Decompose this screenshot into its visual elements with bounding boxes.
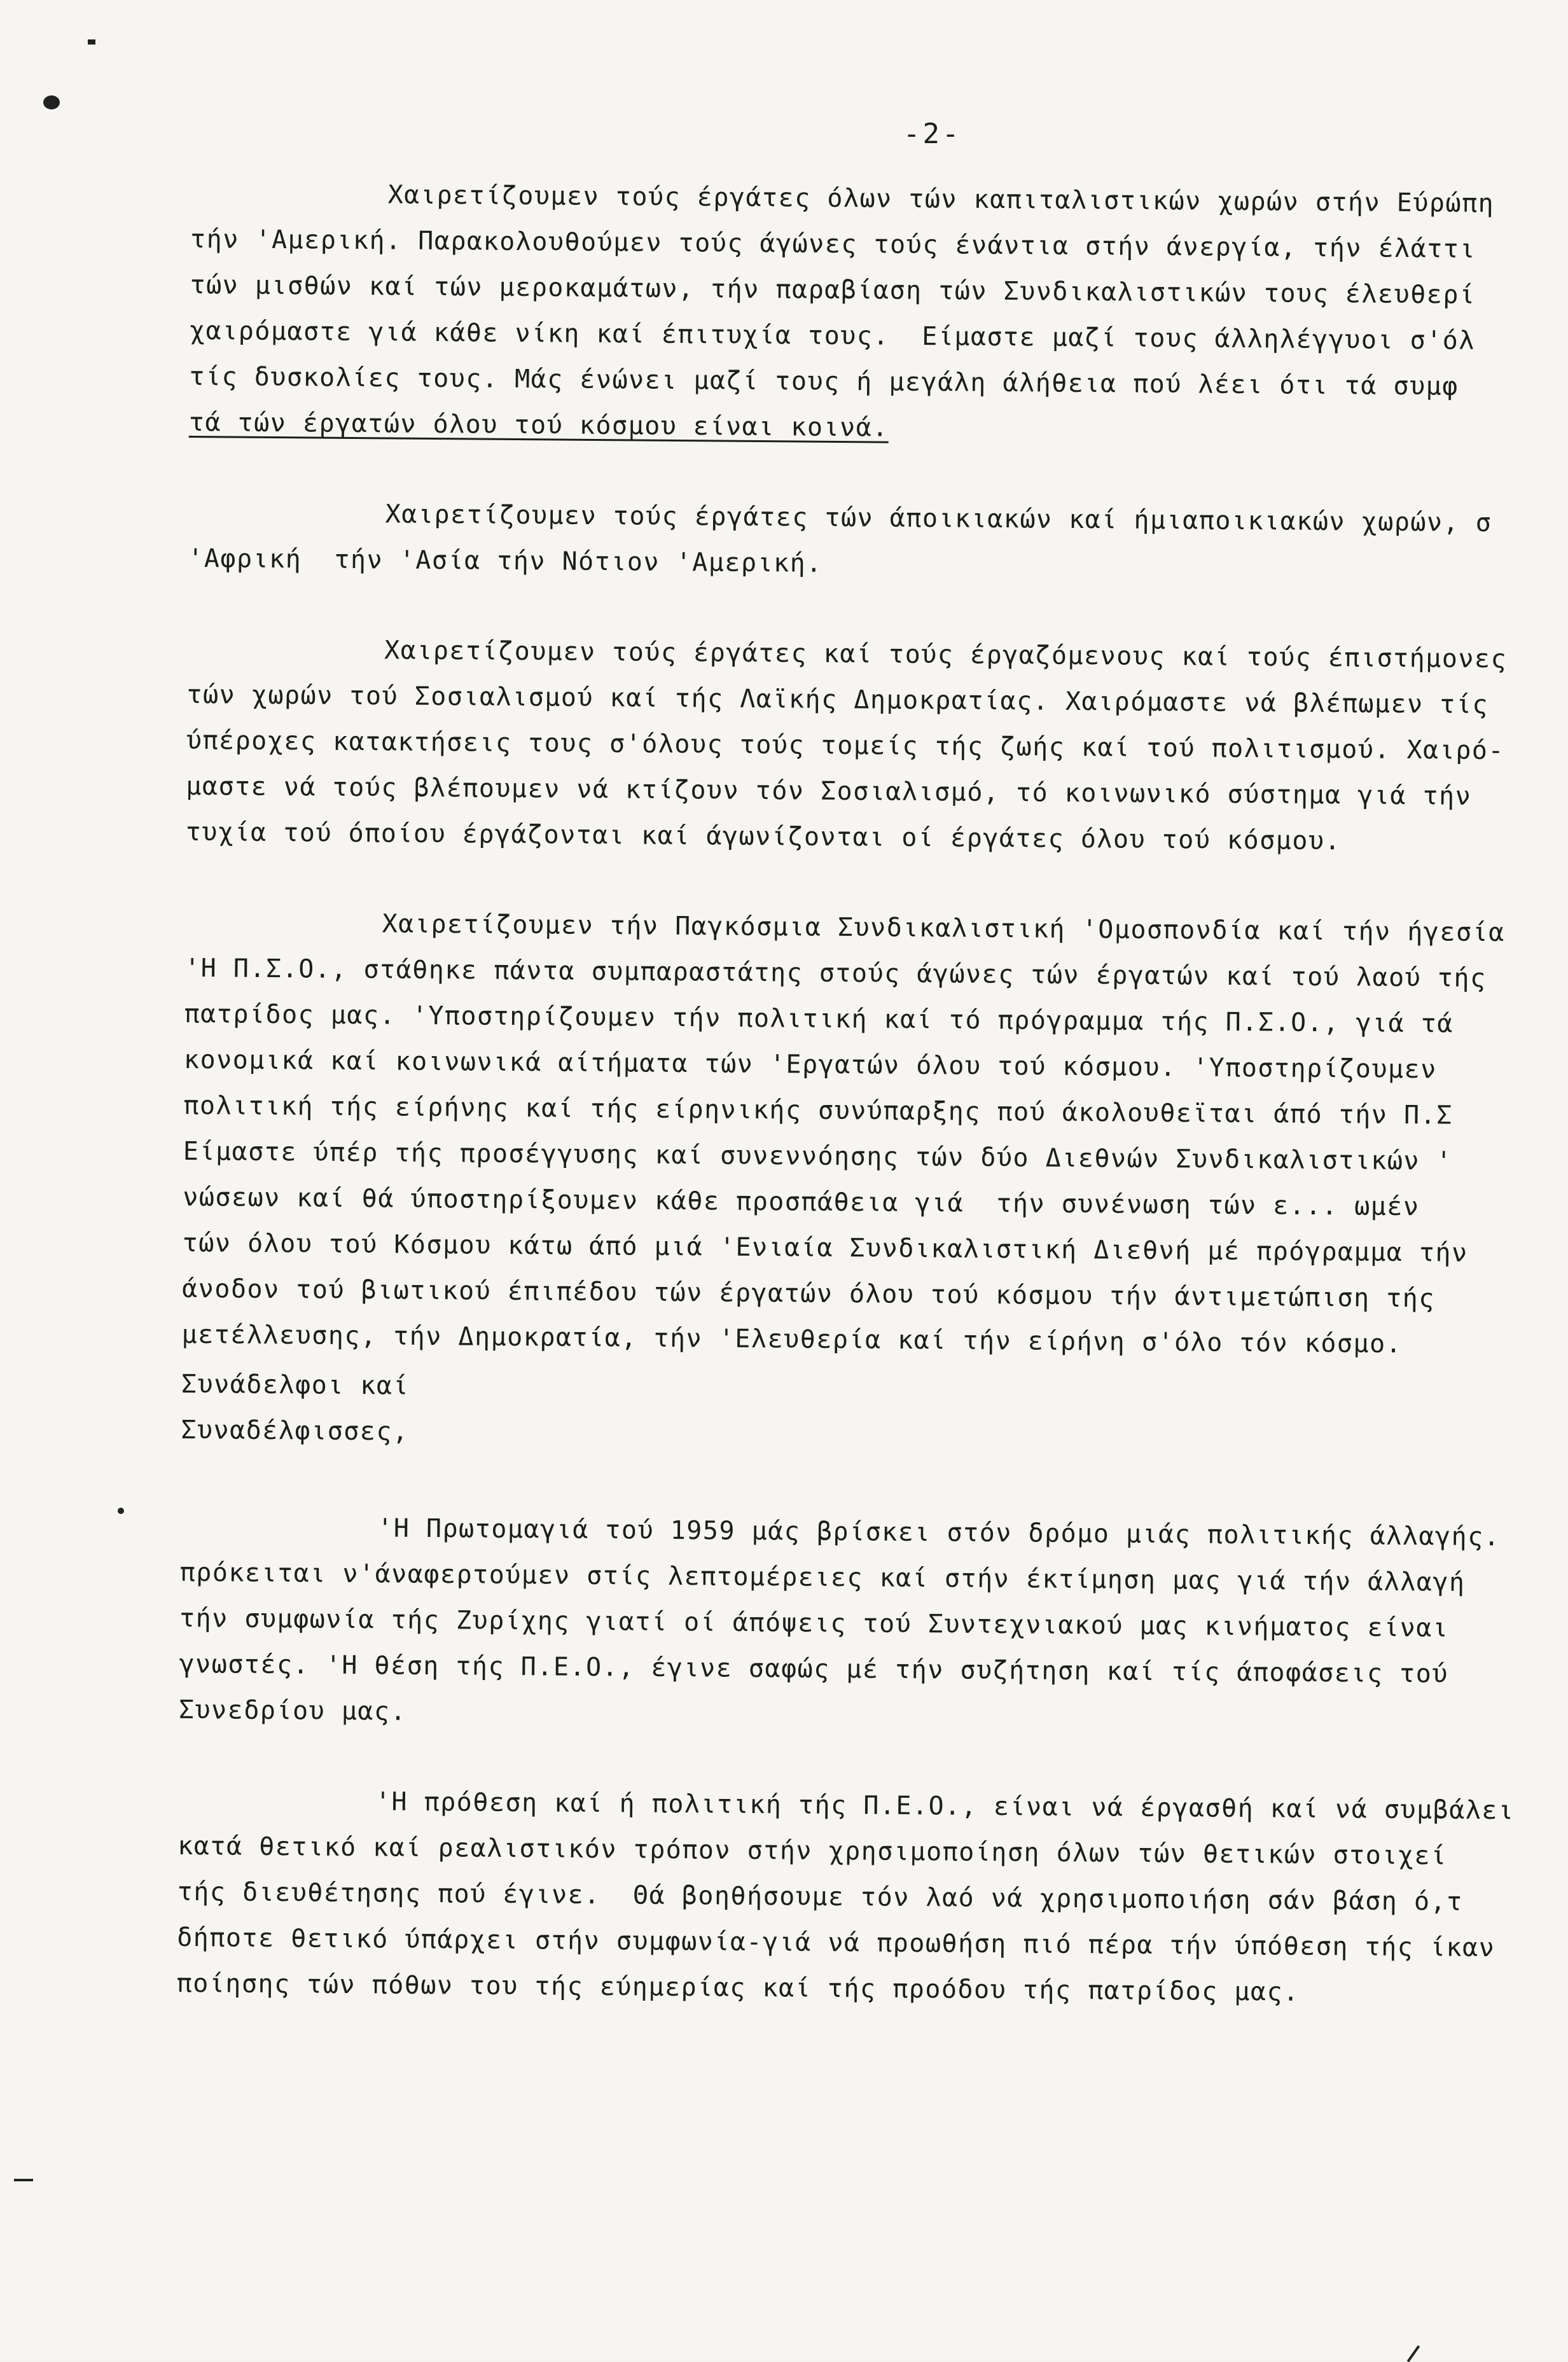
ink-dot-left-margin bbox=[118, 1508, 124, 1514]
underlined-text-line: τά τών έργατών όλου τού κόσμου είναι κοινά. bbox=[188, 407, 889, 443]
text-line: νώσεων καί θά ύποστηρίξουμεν κάθε προσπάθεια γιά τήν συνένωση τών ε... ωμέν bbox=[183, 1182, 1420, 1222]
salutation bbox=[181, 1361, 1530, 1464]
text-line: τήν συμφωνία τής Ζυρίχης γιατί οί άπόψεις τού Συντεχνιακού μας κινήματος είναι bbox=[179, 1603, 1449, 1643]
text-line: ποίησης τών πόθων του τής εύημερίας καί τής προόδου τής πατρίδος μας. bbox=[176, 1968, 1300, 2007]
paragraph-6 bbox=[176, 1777, 1527, 2017]
text-line: τήν 'Αμερική. Παρακολουθούμεν τούς άγώνες τούς ένάντια στήν άνεργία, τήν έλάττι bbox=[190, 224, 1476, 264]
text-line: 'Η Πρωτομαγιά τού 1959 μάς βρίσκει στόν δρόμο μιάς πολιτικής άλλαγής. bbox=[377, 1513, 1501, 1552]
text-line: Είμαστε ύπέρ τής προσέγγυσης καί συνεννόησης τών δύο Διεθνών Συνδικαλιστικών ' bbox=[183, 1136, 1453, 1176]
text-line: δήποτε θετικό ύπάρχει στήν συμφωνία-γιά νά προωθήση πιό πέρα τήν ύπόθεση τής ίκαν bbox=[177, 1922, 1495, 1963]
text-line: τίς δυσκολίες τους. Μάς ένώνει μαζί τους ή μεγάλη άλήθεια πού λέει ότι τά συμφ bbox=[189, 361, 1459, 401]
ink-dash-left-margin bbox=[14, 2179, 33, 2181]
paragraph-2 bbox=[188, 490, 1537, 592]
text-line: τών όλου τού Κόσμου κάτω άπό μιά 'Ενιαία Συνδικαλιστική Διεθνή μέ πρόγραμμα τήν bbox=[182, 1228, 1468, 1268]
text-line: κονομικά καί κοινωνικά αίτήματα τών 'Εργατών όλου τού κόσμου. 'Υποστηρίζουμεν bbox=[183, 1045, 1437, 1085]
text-line: πρόκειται ν'άναφερτούμεν στίς λεπτομέρειες καί στήν έκτίμηση μας γιά τήν άλλαγή bbox=[179, 1557, 1466, 1597]
text-line: Χαιρετίζουμεν τήν Παγκόσμια Συνδικαλιστική 'Ομοσπονδία καί τήν ήγεσία bbox=[382, 909, 1506, 948]
text-line: τών χωρών τού Σοσιαλισμού καί τής Λαϊκής Δημοκρατίας. Χαιρόμαστε νά βλέπωμεν τίς bbox=[186, 679, 1489, 720]
text-line: Συνεδρίου μας. bbox=[178, 1695, 407, 1726]
text-line: γνωστές. 'Η θέση τής Π.Ε.Ο., έγινε σαφώς μέ τήν συζήτηση καί τίς άποφάσεις τού bbox=[179, 1649, 1449, 1689]
pen-stroke-bottom bbox=[1407, 2345, 1420, 2362]
text-line: Χαιρετίζουμεν τούς έργάτες καί τούς έργαζόμενους καί τούς έπιστήμονες bbox=[384, 636, 1508, 674]
paragraph-1 bbox=[189, 170, 1539, 456]
paragraph-3 bbox=[186, 626, 1536, 866]
salutation-line: Συνάδελφοι καί bbox=[181, 1369, 410, 1401]
text-line: μετέλλευσης, τήν Δημοκρατία, τήν 'Ελευθερία καί τήν είρήνη σ'όλο τόν κόσμο. bbox=[181, 1319, 1403, 1359]
text-line: άνοδον τού βιωτικού έπιπέδου τών έργατών όλου τού κόσμου τήν άντιμετώπιση τής bbox=[182, 1274, 1436, 1314]
text-line: χαιρόμαστε γιά κάθε νίκη καί έπιτυχία τους. Είμαστε μαζί τους άλληλέγγυοι σ'όλ bbox=[189, 316, 1476, 356]
text-line: Χαιρετίζουμεν τούς έργάτες τών άποικιακών καί ήμιαποικιακών χωρών, σ bbox=[385, 499, 1492, 538]
page-number: -2- bbox=[903, 118, 962, 150]
text-line: 'Η Π.Σ.Ο., στάθηκε πάντα συμπαραστάτης στούς άγώνες τών έργατών καί τού λαού τής bbox=[184, 953, 1487, 994]
ink-speck-top-left bbox=[88, 39, 95, 45]
salutation-line: Συναδέλφισσες, bbox=[181, 1415, 409, 1447]
text-line: μαστε νά τούς βλέπουμεν νά κτίζουν τόν Σοσιαλισμό, τό κοινωνικό σύστημα γιά τήν bbox=[186, 771, 1472, 811]
text-line: Χαιρετίζουμεν τούς έργάτες όλων τών καπιταλιστικών χωρών στήν Εύρώπη bbox=[387, 180, 1495, 219]
text-line: 'Αφρική τήν 'Ασία τήν Νότιον 'Αμερική. bbox=[188, 543, 823, 578]
text-line: τών μισθών καί τών μεροκαμάτων, τήν παραβίαση τών Συνδικαλιστικών τους έλευθερί bbox=[190, 270, 1476, 310]
text-line: τής διευθέτησης πού έγινε. Θά βοηθήσουμε τόν λαό νά χρησιμοποιήση σάν βάση ό,τ bbox=[177, 1877, 1463, 1917]
text-line: κατά θετικό καί ρεαλιστικόν τρόπον στήν χρησιμοποίηση όλων τών θετικών στοιχεί bbox=[177, 1831, 1447, 1871]
text-line: 'Η πρόθεση καί ή πολιτική τής Π.Ε.Ο., είναι νά έργασθή καί νά συμβάλει bbox=[375, 1787, 1515, 1826]
paragraph-4 bbox=[181, 900, 1534, 1368]
document-body bbox=[176, 170, 1539, 2062]
text-line: ύπέροχες κατακτήσεις τους σ'όλους τούς τομείς τής ζωής καί τού πολιτισμού. Χαιρό- bbox=[186, 725, 1505, 766]
text-line: πατρίδος μας. 'Υποστηρίζουμεν τήν πολιτική καί τό πρόγραμμα τής Π.Σ.Ο., γιά τά bbox=[184, 999, 1454, 1039]
paragraph-5 bbox=[179, 1504, 1529, 1744]
text-line: πολιτική τής είρήνης καί τής είρηνικής συνύπαρξης πού άκολουθεϊται άπό τήν Π.Σ bbox=[183, 1090, 1453, 1130]
text-line: τυχία τού όποίου έργάζονται καί άγωνίζονται οί έργάτες όλου τού κόσμου. bbox=[185, 817, 1342, 856]
ink-blot-top-left bbox=[43, 95, 60, 109]
